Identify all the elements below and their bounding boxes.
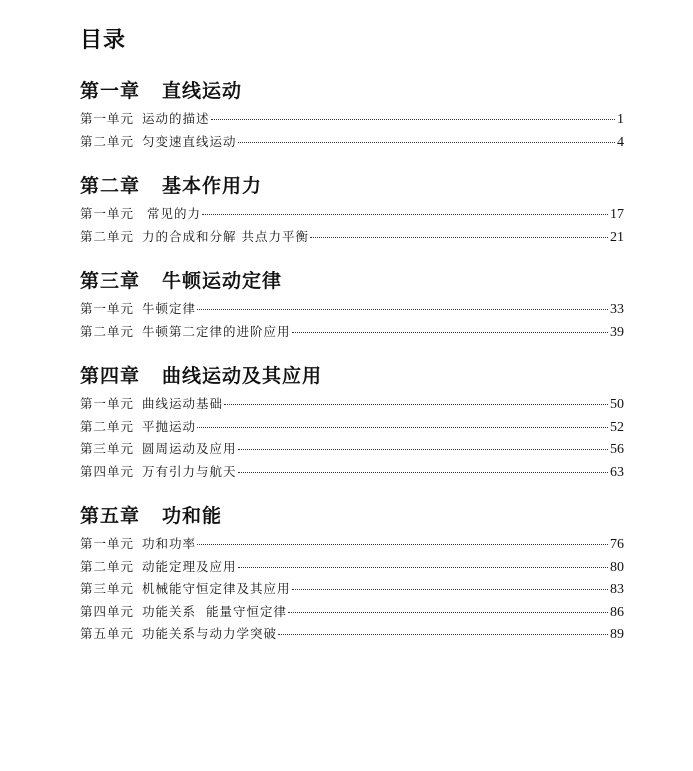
chapter-1 xyxy=(80,78,624,153)
page-number: 4 xyxy=(617,134,624,150)
unit-label: 第四单元 xyxy=(80,463,135,479)
unit-title: 常见的力 xyxy=(142,206,201,221)
chapter-number: 第四章 xyxy=(80,365,141,387)
toc-entry[interactable] xyxy=(80,438,624,461)
unit-label: 第五单元 xyxy=(80,626,135,641)
page-number: 56 xyxy=(610,442,624,457)
toc-entry[interactable] xyxy=(80,226,624,249)
unit-label: 第一单元 xyxy=(80,536,135,551)
dot-leader xyxy=(202,214,608,215)
chapter-number: 第五章 xyxy=(80,505,141,527)
chapter-3 xyxy=(80,268,624,343)
unit-label: 第一单元 xyxy=(80,301,135,316)
dot-leader xyxy=(278,634,608,635)
unit-title: 功和功率 xyxy=(142,536,197,551)
unit-title: 牛顿第二定律的进阶应用 xyxy=(142,323,291,339)
toc-entry[interactable] xyxy=(80,601,624,624)
toc-entry[interactable] xyxy=(80,321,624,344)
page-number: 21 xyxy=(610,229,624,245)
table-of-contents xyxy=(80,26,624,646)
chapter-heading xyxy=(80,268,624,294)
dot-leader xyxy=(288,612,608,613)
unit-label: 第一单元 xyxy=(80,396,135,411)
dot-leader xyxy=(197,544,608,545)
chapter-heading xyxy=(80,78,624,104)
toc-entry[interactable] xyxy=(80,108,624,131)
unit-label: 第三单元 xyxy=(80,441,135,456)
unit-label: 第一单元 xyxy=(80,111,135,126)
chapter-name: 牛顿运动定律 xyxy=(162,270,283,292)
dot-leader xyxy=(197,309,608,310)
dot-leader xyxy=(310,237,608,238)
unit-title: 机械能守恒定律及其应用 xyxy=(142,581,291,596)
page-number: 63 xyxy=(610,464,624,480)
page-number: 83 xyxy=(610,582,624,597)
toc-entry[interactable] xyxy=(80,203,624,226)
chapter-5 xyxy=(80,503,624,646)
toc-entry[interactable] xyxy=(80,461,624,484)
dot-leader xyxy=(238,472,608,473)
chapter-name: 基本作用力 xyxy=(162,175,263,197)
chapter-name: 功和能 xyxy=(162,505,223,527)
unit-label: 第一单元 xyxy=(80,206,135,221)
unit-title: 牛顿定律 xyxy=(142,301,197,316)
chapter-name: 曲线运动及其应用 xyxy=(162,365,323,387)
dot-leader xyxy=(211,119,615,120)
page-number: 39 xyxy=(610,324,624,340)
page-number: 86 xyxy=(610,604,624,620)
toc-entry[interactable] xyxy=(80,416,624,439)
unit-label: 第二单元 xyxy=(80,558,135,574)
page-number: 50 xyxy=(610,397,624,412)
unit-label: 第三单元 xyxy=(80,581,135,596)
chapter-heading xyxy=(80,173,624,199)
chapter-4 xyxy=(80,363,624,483)
unit-label: 第二单元 xyxy=(80,418,135,434)
unit-title: 平抛运动 xyxy=(142,418,197,434)
page-number: 1 xyxy=(617,112,624,127)
chapter-heading xyxy=(80,503,624,529)
toc-entry[interactable] xyxy=(80,623,624,646)
unit-title: 万有引力与航天 xyxy=(142,463,237,479)
dot-leader xyxy=(238,142,615,143)
unit-label: 第四单元 xyxy=(80,603,135,619)
unit-title: 运动的描述 xyxy=(142,111,210,126)
chapter-2 xyxy=(80,173,624,248)
unit-label: 第二单元 xyxy=(80,133,135,149)
chapter-heading xyxy=(80,363,624,389)
toc-entry[interactable] xyxy=(80,131,624,154)
unit-title: 动能定理及应用 xyxy=(142,558,237,574)
dot-leader xyxy=(224,404,608,405)
chapter-number: 第三章 xyxy=(80,270,141,292)
toc-entry[interactable] xyxy=(80,556,624,579)
page-number: 80 xyxy=(610,559,624,575)
chapter-name: 直线运动 xyxy=(162,80,243,102)
unit-title: 匀变速直线运动 xyxy=(142,133,237,149)
unit-label: 第二单元 xyxy=(80,323,135,339)
page-number: 17 xyxy=(610,207,624,222)
page-number: 52 xyxy=(610,419,624,435)
toc-entry[interactable] xyxy=(80,393,624,416)
unit-title: 曲线运动基础 xyxy=(142,396,224,411)
unit-title: 圆周运动及应用 xyxy=(142,441,237,456)
chapter-number: 第一章 xyxy=(80,80,141,102)
dot-leader xyxy=(238,449,608,450)
toc-entry[interactable] xyxy=(80,298,624,321)
dot-leader xyxy=(238,567,608,568)
dot-leader xyxy=(292,332,608,333)
page-number: 33 xyxy=(610,302,624,317)
unit-title: 力的合成和分解 共点力平衡 xyxy=(142,228,309,244)
chapter-number: 第二章 xyxy=(80,175,141,197)
toc-title: 目录 xyxy=(80,28,127,53)
page-number: 89 xyxy=(610,627,624,642)
unit-title: 功能关系与动力学突破 xyxy=(142,626,278,641)
dot-leader xyxy=(292,589,608,590)
toc-entry[interactable] xyxy=(80,533,624,556)
unit-title: 功能关系 能量守恒定律 xyxy=(142,603,287,619)
toc-entry[interactable] xyxy=(80,578,624,601)
unit-label: 第二单元 xyxy=(80,228,135,244)
dot-leader xyxy=(197,427,608,428)
page-number: 76 xyxy=(610,537,624,552)
